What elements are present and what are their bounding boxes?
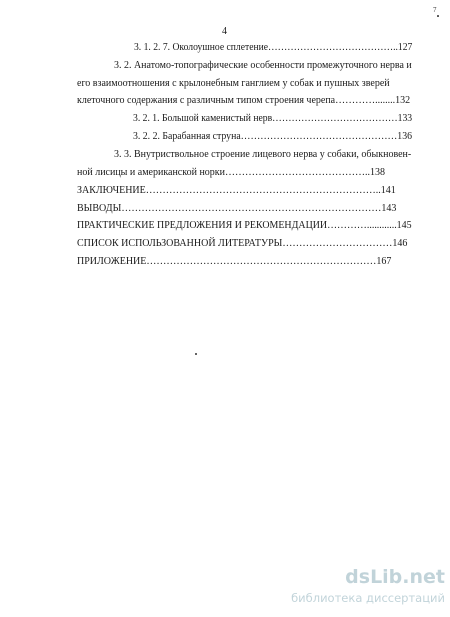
watermark: [275, 566, 447, 612]
toc-entry-recommendations: ПРАКТИЧЕСКИЕ ПРЕДЛОЖЕНИЯ И РЕКОМЕНДАЦИИ…………............145: [77, 220, 412, 231]
toc-entry-3-3-line-2: ной лисицы и американской норки……………………………………..138: [77, 167, 386, 178]
page-number: 4: [222, 26, 227, 37]
toc-entry-3-2-line-3: клеточного содержания с различным типом строения черепа…………........132: [77, 95, 411, 106]
scan-speck: [195, 353, 197, 355]
toc-entry-conclusion: ЗАКЛЮЧЕНИЕ……………………………………………………………..141: [77, 185, 396, 196]
corner-dot: [437, 15, 439, 17]
toc-entry-3-2-1: 3. 2. 1. Большой каменистый нерв…………………………………133: [133, 113, 413, 124]
toc-entry-3-2-line-1: 3. 2. Анатомо-топографические особенности промежуточного нерва и: [114, 60, 412, 71]
toc-entry-bibliography: СПИСОК ИСПОЛЬЗОВАННОЙ ЛИТЕРАТУРЫ……………………………146: [77, 238, 408, 249]
watermark-caption: библиотека диссертаций: [291, 591, 445, 605]
corner-mark: 7: [433, 6, 437, 14]
toc-entry-3-2-2: 3. 2. 2. Барабанная струна…………………………………………136: [133, 131, 412, 142]
toc-entry-3-3-line-1: 3. 3. Внутриствольное строение лицевого нерва у собаки, обыкновен-: [114, 149, 412, 160]
toc-entry-findings: ВЫВОДЫ……………………………………………………………………143: [77, 203, 397, 214]
toc-entry-appendix: ПРИЛОЖЕНИЕ……………………………………………………………167: [77, 256, 392, 267]
toc-entry-3-1-2-7: 3. 1. 2. 7. Околоушное сплетение…………………………………..127: [134, 42, 413, 53]
toc-entry-3-2-line-2: его взаимоотношения с крылонебным ганглием у собак и пушных зверей: [77, 78, 390, 89]
watermark-logo: dsLib.net: [345, 566, 445, 588]
